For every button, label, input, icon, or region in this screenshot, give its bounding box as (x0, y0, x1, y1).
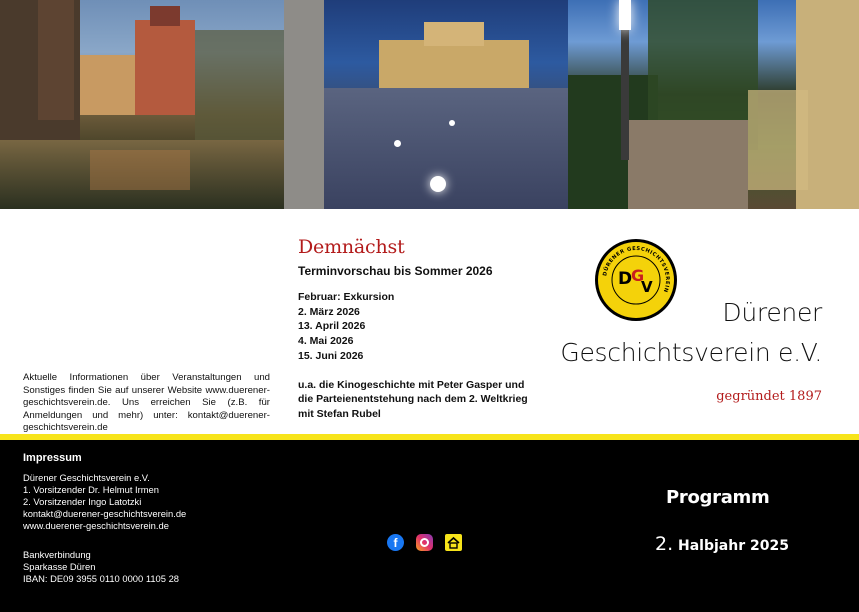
impressum-line: Dürener Geschichtsverein e.V. (23, 472, 150, 483)
upcoming-note: u.a. die Kinogeschichte mit Peter Gasper und die Parteienentstehung nach dem 2. Weltkrieg mit Stefan Rubel (298, 378, 528, 420)
impressum-line: 2. Vorsitzender Ingo Latotzki (23, 496, 142, 507)
founded-year: gegründet 1897 (716, 389, 822, 404)
bank-line: IBAN: DE09 3955 0110 0000 1105 28 (23, 573, 180, 584)
footer-panel (0, 440, 859, 612)
upcoming-item: 15. Juni 2026 (298, 349, 364, 362)
photo-theater (284, 0, 568, 209)
photo-castle (0, 0, 284, 209)
upcoming-item: 13. April 2026 (298, 320, 366, 333)
impressum-heading: Impressum (23, 452, 82, 464)
upcoming-section (298, 236, 538, 422)
photo-city-wall (568, 0, 859, 209)
org-name-line2: Geschichtsverein e.V. (560, 338, 822, 367)
logo-letter-d: D (618, 269, 633, 289)
upcoming-title: Demnächst (298, 236, 405, 258)
org-name-line1: Dürener (722, 298, 822, 327)
upcoming-item: 2. März 2026 (298, 305, 360, 318)
bank-line: Sparkasse Düren (23, 561, 96, 572)
website-info-text: Aktuelle Informationen über Veranstaltungen und Sonstiges finden Sie auf unserer Website www.duerener-geschichtsverein.de. Uns erreichen Sie (z.B. für Anmeldungen und mehr) unter: kontakt@duerener-geschichtsverein.de (23, 372, 270, 433)
bank-line: Bankverbindung (23, 549, 91, 560)
upcoming-subtitle: Terminvorschau bis Sommer 2026 (298, 264, 493, 278)
upcoming-dates (298, 290, 538, 364)
header-photo-strip (0, 0, 859, 209)
logo-ring-label: DÜRENER GESCHICHTSVEREIN (602, 245, 671, 294)
social-links (387, 534, 462, 551)
organization-name (560, 293, 822, 373)
program-period (655, 533, 789, 555)
program-title: Programm (666, 487, 770, 508)
logo-letter-v: V (641, 278, 653, 296)
impressum-email-link[interactable]: kontakt@duerener-geschichtsverein.de (23, 508, 187, 519)
upcoming-item: 4. Mai 2026 (298, 335, 354, 348)
program-number: 2. (655, 533, 674, 555)
instagram-icon[interactable] (416, 534, 433, 551)
bank-details (23, 549, 179, 585)
impressum-website-link[interactable]: www.duerener-geschichtsverein.de (23, 520, 169, 531)
logo-letter-g: G (631, 266, 645, 285)
facebook-icon[interactable]: f (387, 534, 404, 551)
program-period-text: Halbjahr 2025 (678, 538, 789, 554)
impressum-line: 1. Vorsitzender Dr. Helmut Irmen (23, 484, 159, 495)
home-icon[interactable] (445, 534, 462, 551)
impressum-details (23, 472, 186, 532)
upcoming-item: Februar: Exkursion (298, 291, 395, 303)
